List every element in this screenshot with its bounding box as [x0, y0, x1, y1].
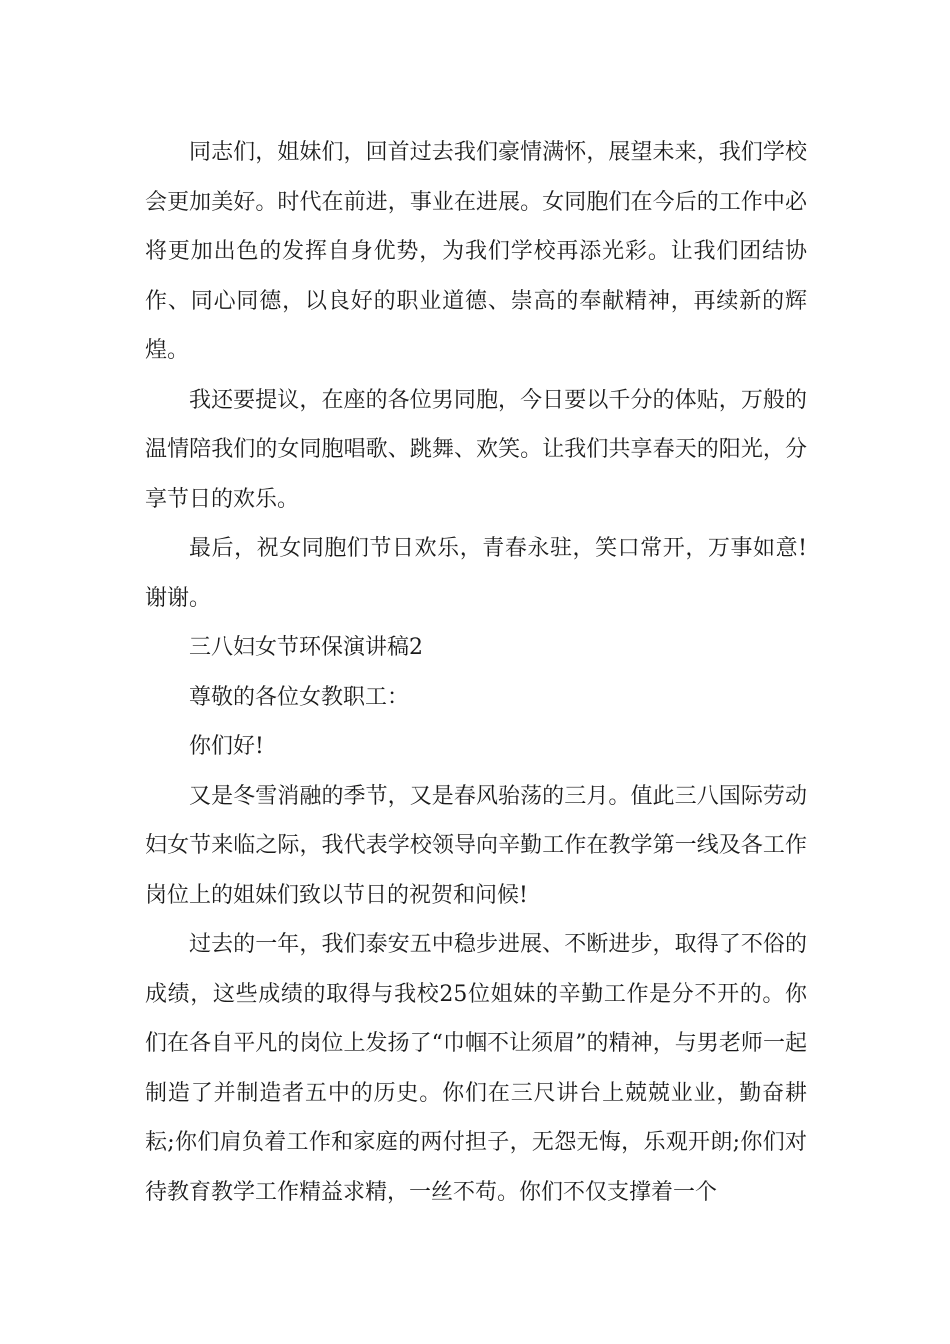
greeting: 你们好! — [189, 734, 264, 759]
salutation: 尊敬的各位女教职工： — [189, 684, 410, 710]
paragraph-closing-vision: 同志们，姐妹们，回首过去我们豪情满怀，展望未来，我们学校会更加美好。时代在前进，事业在进展。女同胞们在今后的工作中必将更加出色的发挥自身优势，为我们学校再添光彩。让我们团结协作、同心同德，以良好的职业道德、崇高的奉献精神，再续新的辉煌。 — [145, 140, 807, 363]
paragraph-final-wishes: 最后，祝女同胞们节日欢乐，青春永驻，笑口常开，万事如意!谢谢。 — [145, 536, 807, 611]
paragraph-proposal: 我还要提议，在座的各位男同胞，今日要以千分的体贴，万般的温情陪我们的女同胞唱歌、跳舞、欢笑。让我们共享春天的阳光，分享节日的欢乐。 — [145, 387, 807, 512]
document-body — [145, 128, 807, 1217]
speech-title: 三八妇女节环保演讲稿2 — [189, 635, 423, 660]
paragraph-past-year: 过去的一年，我们泰安五中稳步进展、不断进步，取得了不俗的成绩，这些成绩的取得与我校25位姐妹的辛勤工作是分不开的。你们在各自平凡的岗位上发扬了“巾帼不让须眉”的精神，与男老师一起制造了并制造者五中的历史。你们在三尺讲台上兢兢业业，勤奋耕耘;你们肩负着工作和家庭的两付担子，无怨无悔，乐观开朗;你们对待教育教学工作精益求精，一丝不苟。你们不仅支撑着一个 — [145, 932, 807, 1205]
paragraph-festival-greeting: 又是冬雪消融的季节，又是春风骀荡的三月。值此三八国际劳动妇女节来临之际，我代表学校领导向辛勤工作在教学第一线及各工作岗位上的姐妹们致以节日的祝贺和问候! — [145, 783, 807, 908]
